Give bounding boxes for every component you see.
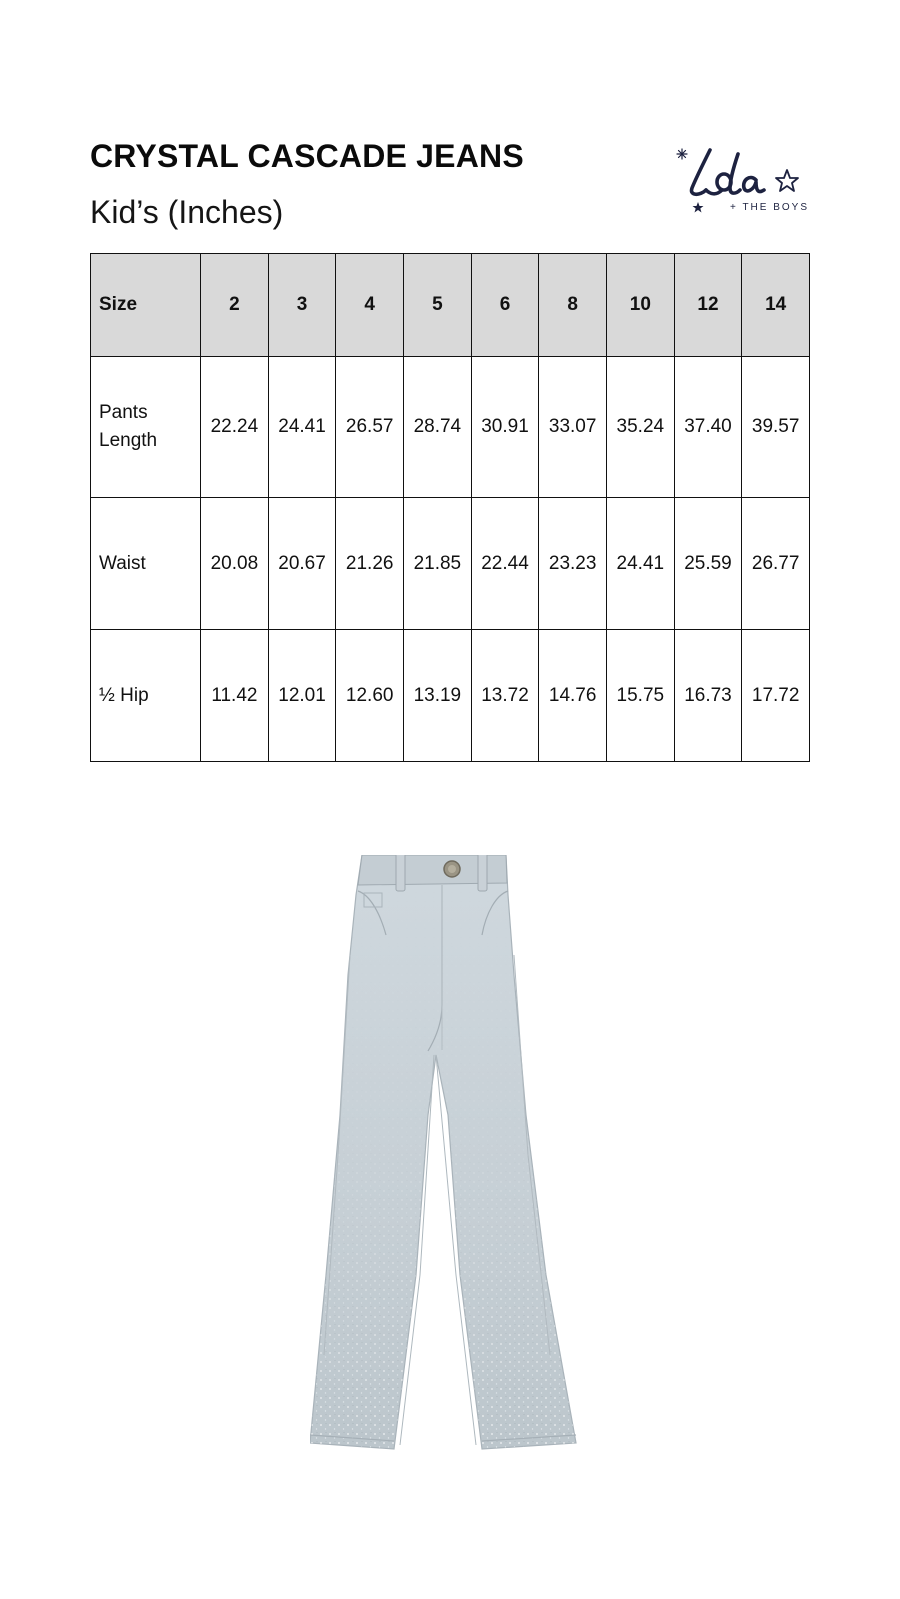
small-star-icon [693, 202, 704, 213]
size-header-cell: 5 [404, 254, 472, 357]
table-cell: 35.24 [607, 357, 675, 498]
row-label-text: Pants Length [99, 402, 158, 451]
size-header-cell: 3 [268, 254, 336, 357]
table-row-pants-length [91, 357, 810, 498]
table-cell: 12.01 [268, 630, 336, 762]
table-cell: 26.77 [742, 498, 810, 630]
table-cell: 22.24 [201, 357, 269, 498]
table-cell: 13.72 [471, 630, 539, 762]
table-cell: 15.75 [607, 630, 675, 762]
size-header-cell: 6 [471, 254, 539, 357]
size-header-cell: 2 [201, 254, 269, 357]
size-header-cell: 10 [607, 254, 675, 357]
table-row-waist [91, 498, 810, 630]
size-header-cell: 4 [336, 254, 404, 357]
table-cell: 37.40 [674, 357, 742, 498]
table-cell: 20.08 [201, 498, 269, 630]
size-header-cell: 8 [539, 254, 607, 357]
table-cell: 13.19 [404, 630, 472, 762]
table-cell: 21.26 [336, 498, 404, 630]
table-cell: 16.73 [674, 630, 742, 762]
table-cell: 39.57 [742, 357, 810, 498]
lola-script-wordmark [691, 150, 764, 194]
table-cell: 24.41 [268, 357, 336, 498]
row-label: ½ Hip [91, 630, 201, 762]
logo-tagline: + THE BOYS [730, 202, 810, 213]
product-title: CRYSTAL CASCADE JEANS [90, 138, 524, 174]
star-icon [776, 170, 798, 191]
table-cell: 24.41 [607, 498, 675, 630]
table-cell: 33.07 [539, 357, 607, 498]
table-cell: 14.76 [539, 630, 607, 762]
table-row-half-hip [91, 630, 810, 762]
table-cell: 17.72 [742, 630, 810, 762]
size-header-cell: 14 [742, 254, 810, 357]
size-chart-table [90, 253, 810, 762]
jeans-product-image [310, 855, 600, 1470]
table-cell: 20.67 [268, 498, 336, 630]
size-unit-subtitle: Kid’s (Inches) [90, 194, 284, 230]
table-cell: 28.74 [404, 357, 472, 498]
table-cell: 26.57 [336, 357, 404, 498]
row-label [91, 357, 201, 498]
table-cell: 25.59 [674, 498, 742, 630]
size-corner-label: Size [91, 254, 201, 357]
brand-logo [674, 140, 824, 225]
table-cell: 21.85 [404, 498, 472, 630]
table-cell: 11.42 [201, 630, 269, 762]
jeans-illustration [310, 855, 600, 1470]
table-cell: 12.60 [336, 630, 404, 762]
table-cell: 30.91 [471, 357, 539, 498]
table-cell: 22.44 [471, 498, 539, 630]
row-label: Waist [91, 498, 201, 630]
size-header-cell: 12 [674, 254, 742, 357]
asterisk-icon [677, 149, 687, 159]
table-cell: 23.23 [539, 498, 607, 630]
size-header-row [91, 254, 810, 357]
